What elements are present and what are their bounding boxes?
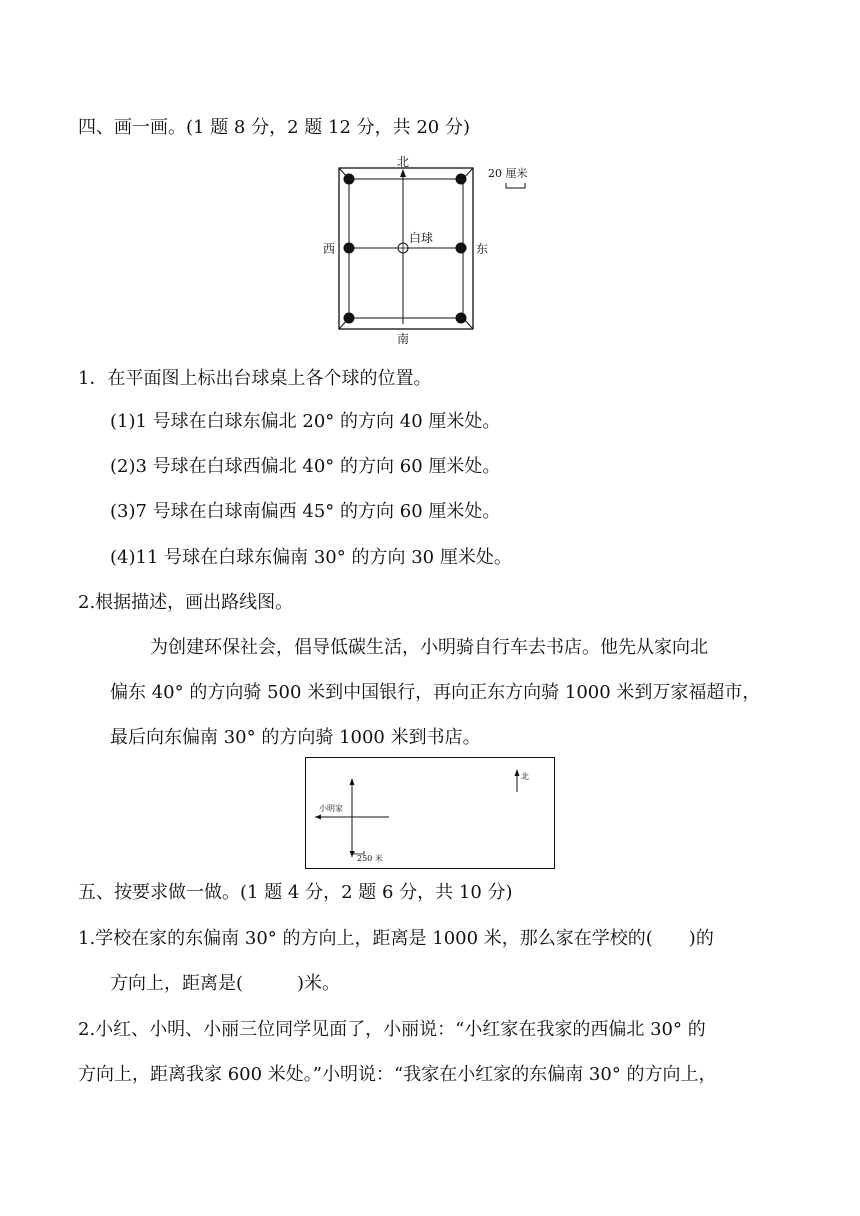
corner-ball <box>344 313 355 324</box>
home-north-arrow-icon <box>350 778 355 785</box>
section4-heading: 四、画一画。(1 题 8 分，2 题 12 分，共 20 分) <box>78 117 470 138</box>
s5-q1-line: 方向上，距离是( )米。 <box>110 973 341 994</box>
q1-item: (2)3 号球在白球西偏北 40° 的方向 60 厘米处。 <box>110 456 501 477</box>
south-label: 南 <box>397 332 410 346</box>
east-label: 东 <box>476 242 489 256</box>
west-arrow-icon <box>315 815 321 820</box>
corner-ball <box>456 174 467 185</box>
north-arrow-icon <box>400 169 406 177</box>
corner-ball <box>456 313 467 324</box>
side-ball <box>456 243 467 254</box>
route-scale-label: 250 米 <box>357 854 383 863</box>
q1-item: (3)7 号球在白球南偏西 45° 的方向 60 厘米处。 <box>110 501 501 522</box>
scale-bar <box>506 183 525 188</box>
white-ball-label: 白球 <box>409 231 434 245</box>
q1-item: (4)11 号球在白球东偏南 30° 的方向 30 厘米处。 <box>110 547 512 568</box>
home-label: 小明家 <box>319 804 343 813</box>
side-ball <box>344 243 355 254</box>
route-map-figure <box>305 757 556 870</box>
q2-prompt: 2.根据描述，画出路线图。 <box>78 592 294 613</box>
q1-item: (1)1 号球在白球东偏北 20° 的方向 40 厘米处。 <box>110 411 501 432</box>
scale-label: 20 厘米 <box>488 167 528 180</box>
q2-paragraph-line: 最后向东偏南 30° 的方向骑 1000 米到书店。 <box>110 727 481 748</box>
s5-q2-line: 2.小红、小明、小丽三位同学见面了，小丽说：“小红家在我家的西偏北 30° 的 <box>78 1019 706 1040</box>
billiard-table-figure <box>318 152 548 347</box>
q2-paragraph-line: 偏东 40° 的方向骑 500 米到中国银行，再向正东方向骑 1000 米到万家福超市， <box>110 682 761 703</box>
corner-ball <box>344 174 355 185</box>
section5-heading: 五、按要求做一做。(1 题 4 分，2 题 6 分，共 10 分) <box>78 882 513 903</box>
q1-prompt: 1．在平面图上标出台球桌上各个球的位置。 <box>78 368 432 389</box>
map-north-label: 北 <box>521 772 529 781</box>
map-north-arrow-icon <box>515 769 520 776</box>
q2-paragraph-line: 为创建环保社会，倡导低碳生活，小明骑自行车去书店。他先从家向北 <box>150 637 708 658</box>
s5-q2-line: 方向上，距离我家 600 米处。”小明说：“我家在小红家的东偏南 30° 的方向上， <box>78 1064 717 1085</box>
s5-q1-line: 1.学校在家的东偏南 30° 的方向上，距离是 1000 米，那么家在学校的( )的 <box>78 928 714 949</box>
west-label: 西 <box>323 242 336 256</box>
north-label: 北 <box>397 155 410 169</box>
